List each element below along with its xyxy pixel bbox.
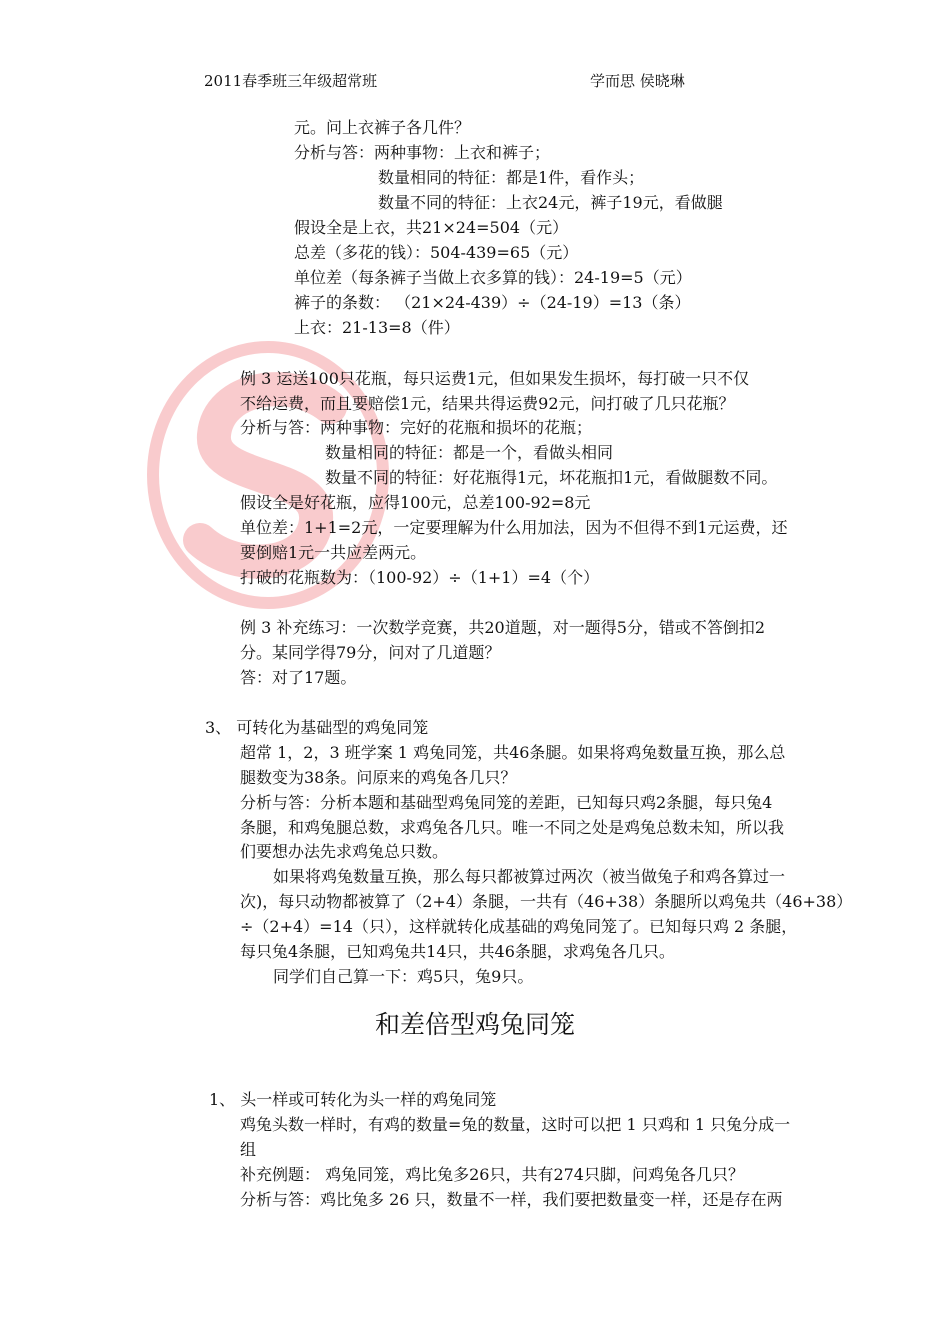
example-3-heading: 例 3 运送100只花瓶，每只运费1元，但如果发生损坏，每打破一只不仅 [240,369,750,388]
text-line: 数量不同的特征：上衣24元，裤子19元，看做腿 [378,193,723,212]
text-line: 数量不同的特征：好花瓶得1元，坏花瓶扣1元，看做腿数不同。 [325,468,778,487]
text-line: 条腿，和鸡兔腿总数，求鸡兔各几只。唯一不同之处是鸡兔总数未知，所以我 [240,818,785,837]
text-line: 要倒赔1元一共应差两元。 [240,543,427,562]
text-line: 单位差（每条裤子当做上衣多算的钱）：24-19=5（元） [294,268,692,287]
text-line: 超常 1，2，3 班学案 1 鸡兔同笼，共46条腿。如果将鸡兔数量互换，那么总 [240,743,786,762]
text-line: 分析与答：两种事物：上衣和裤子； [294,143,551,162]
section-3-heading: 3、 可转化为基础型的鸡兔同笼 [205,718,429,737]
text-line: 分析与答：鸡比兔多 26 只，数量不一样，我们要把数量变一样，还是存在两 [240,1190,783,1209]
text-line: 分析与答：分析本题和基础型鸡兔同笼的差距，已知每只鸡2条腿，每只兔4 [240,793,773,812]
text-line: 上衣：21-13=8（件） [294,318,460,337]
text-line: 鸡兔头数一样时，有鸡的数量=兔的数量，这时可以把 1 只鸡和 1 只兔分成一 [240,1115,791,1134]
text-line: 假设全是好花瓶，应得100元，总差100-92=8元 [240,493,591,512]
text-line: 打破的花瓶数为：（100-92）÷（1+1）=4（个） [240,568,600,587]
text-line: 答：对了17题。 [240,668,357,687]
text-line: 补充例题： 鸡兔同笼，鸡比兔多26只，共有274只脚，问鸡兔各几只？ [240,1165,744,1184]
text-line: 次)，每只动物都被算了（2+4）条腿，一共有（46+38）条腿所以鸡兔共（46+38） [240,892,853,911]
text-line: 组 [240,1140,257,1159]
text-line: 数量相同的特征：都是1件，看作头； [378,168,645,187]
header-author: 学而思 侯晓琳 [590,72,685,90]
text-line: 元。问上衣裤子各几件？ [294,118,471,137]
text-line: 总差（多花的钱）：504-439=65（元） [294,243,579,262]
text-line: 不给运费，而且要赔偿1元，结果共得运费92元，问打破了几只花瓶？ [240,394,735,413]
text-line: 每只兔4条腿，已知鸡兔共14只，共46条腿，求鸡兔各几只。 [240,942,675,961]
text-line: 们要想办法先求鸡兔总只数。 [240,842,449,861]
text-line: 数量相同的特征：都是一个，看做头相同 [325,443,614,462]
text-line: 单位差：1+1=2元，一定要理解为什么用加法，因为不但得不到1元运费，还 [240,518,788,537]
text-line: 分。某同学得79分，问对了几道题？ [240,643,501,662]
header-course-title: 2011春季班三年级超常班 [204,72,378,90]
text-line: 如果将鸡兔数量互换，那么每只都被算过两次（被当做兔子和鸡各算过一 [273,867,786,886]
text-line: 分析与答：两种事物：完好的花瓶和损坏的花瓶； [240,418,593,437]
text-line: 腿数变为38条。问原来的鸡兔各几只？ [240,768,517,787]
text-line: 同学们自己算一下：鸡5只，兔9只。 [273,967,534,986]
text-line: 裤子的条数： （21×24-439）÷（24-19）=13（条） [294,293,691,312]
example-3-supplement: 例 3 补充练习：一次数学竞赛，共20道题，对一题得5分，错或不答倒扣2 [240,618,766,637]
section-title: 和差倍型鸡兔同笼 [374,1010,575,1039]
subsection-1-heading: 1、 头一样或可转化为头一样的鸡兔同笼 [209,1090,497,1109]
text-line: 假设全是上衣，共21×24=504（元） [294,218,569,237]
text-line: ÷（2+4）=14（只），这样就转化成基础的鸡兔同笼了。已知每只鸡 2 条腿， [240,917,798,936]
